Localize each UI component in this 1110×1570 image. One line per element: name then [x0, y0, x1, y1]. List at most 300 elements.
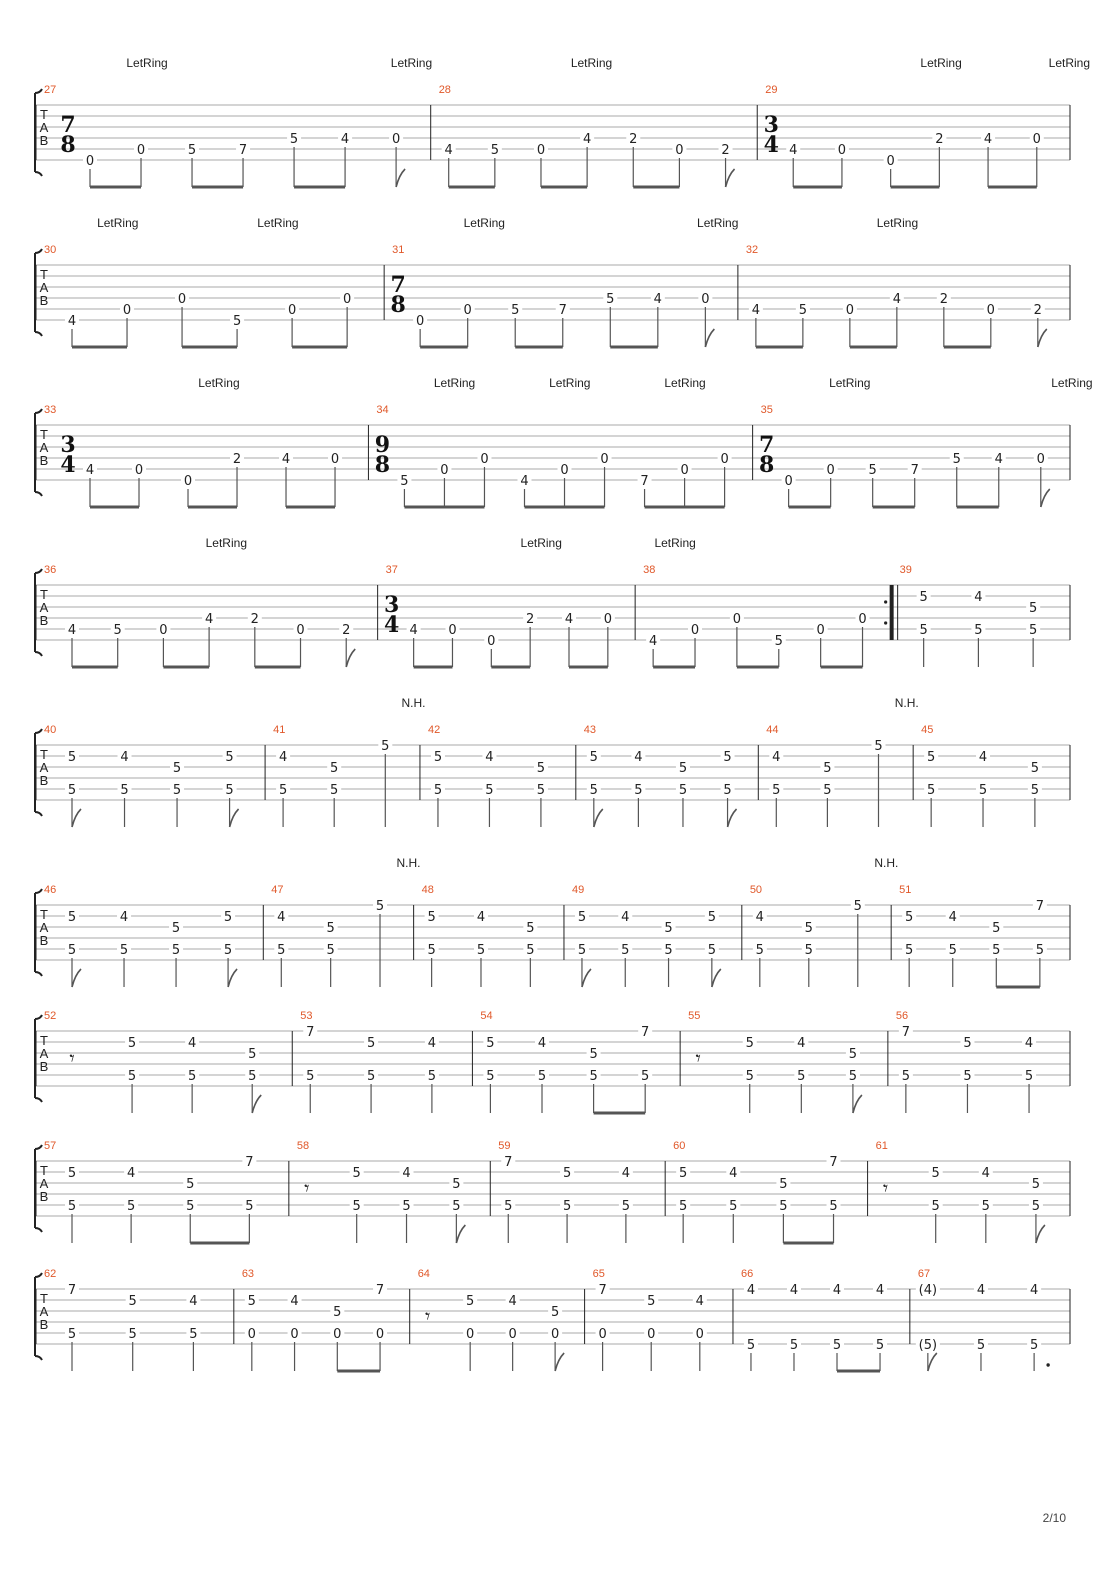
fret-number: 4 — [981, 1166, 990, 1181]
time-signature-top: 9 — [374, 432, 391, 458]
fret-number: 5 — [187, 143, 197, 158]
fret-number: 5 — [963, 1069, 972, 1084]
measure-number: 50 — [749, 884, 763, 896]
time-signature-top: 3 — [383, 592, 400, 618]
measure-number: 47 — [271, 884, 284, 896]
fret-number: 0 — [837, 143, 847, 158]
measure-number: 54 — [480, 1010, 493, 1022]
natural-harmonic-label: N.H. — [396, 856, 421, 870]
fret-number: 2 — [526, 612, 535, 627]
fret-number: 5 — [978, 783, 988, 798]
fret-number: 0 — [732, 612, 742, 627]
let-ring-label: LetRing — [520, 536, 562, 550]
eighth-flag — [346, 649, 355, 667]
eighth-flag — [72, 969, 81, 987]
fret-number: 0 — [333, 1327, 342, 1342]
fret-number: 2 — [629, 132, 638, 147]
measure-number: 67 — [917, 1268, 931, 1280]
eighth-flag — [928, 1353, 937, 1371]
fret-number: 5 — [550, 1305, 560, 1320]
measure-number: 59 — [498, 1140, 511, 1152]
fret-number: 5 — [375, 899, 385, 914]
eighth-flag — [252, 1095, 261, 1113]
fret-number: 5 — [634, 783, 643, 798]
fret-number: 5 — [679, 1199, 688, 1214]
fret-number: 5 — [772, 783, 781, 798]
tab-letter: B — [39, 933, 49, 948]
let-ring-label: LetRing — [390, 56, 433, 70]
eighth-flag — [853, 1095, 862, 1113]
fret-number: 5 — [641, 1069, 650, 1084]
tab-system — [35, 1268, 1070, 1371]
fret-number: 0 — [440, 463, 449, 478]
eighth-flag — [1038, 329, 1047, 347]
fret-number: 5 — [948, 943, 957, 958]
eighth-flag — [555, 1353, 564, 1371]
fret-number: 4 — [948, 910, 957, 925]
fret-number: 4 — [564, 612, 574, 627]
measure-number: 51 — [899, 884, 912, 896]
fret-number: 7 — [598, 1283, 607, 1298]
natural-harmonic-label: N.H. — [874, 856, 899, 870]
fret-number: 4 — [402, 1166, 411, 1181]
fret-number: 0 — [342, 292, 352, 307]
eighth-flag — [72, 809, 81, 827]
measure-number: 40 — [44, 724, 57, 736]
fret-number: 5 — [779, 1177, 788, 1192]
fret-number: 4 — [67, 623, 77, 638]
fret-number: 4 — [409, 623, 418, 638]
fret-number: 0 — [290, 1327, 299, 1342]
measure-number: 63 — [241, 1268, 255, 1280]
fret-number: 7 — [238, 143, 248, 158]
fret-number: 4 — [537, 1036, 547, 1051]
eighth-flag — [726, 169, 735, 187]
fret-number: 5 — [919, 590, 928, 605]
let-ring-label: LetRing — [126, 56, 168, 70]
fret-number: 5 — [128, 1327, 137, 1342]
fret-number: 5 — [927, 783, 936, 798]
fret-number: 0 — [375, 1327, 385, 1342]
fret-number: 0 — [826, 463, 835, 478]
fret-number: 5 — [223, 943, 233, 958]
fret-number: 4 — [126, 1166, 136, 1181]
let-ring-label: LetRing — [654, 536, 696, 550]
fret-number: 5 — [875, 1338, 885, 1353]
fret-number: 5 — [853, 899, 862, 914]
tab-letter: A — [39, 600, 49, 615]
fret-number: 4 — [755, 910, 764, 925]
tab-letter: B — [39, 453, 49, 468]
fret-number: 5 — [992, 943, 1001, 958]
fret-number: 4 — [485, 750, 494, 765]
repeat-dot — [884, 600, 887, 603]
fret-number: 5 — [779, 1199, 788, 1214]
tab-letter: T — [40, 747, 48, 762]
fret-number: 5 — [589, 1069, 598, 1084]
fret-number: 0 — [550, 1327, 560, 1342]
measure-number: 44 — [766, 724, 779, 736]
fret-number: 5 — [919, 623, 928, 638]
fret-number: 5 — [189, 1327, 198, 1342]
fret-number: 5 — [905, 943, 914, 958]
fret-number: 5 — [589, 1047, 598, 1062]
eighth-flag — [456, 1225, 465, 1243]
time-signature-top: 7 — [758, 432, 775, 458]
fret-number: 7 — [1035, 899, 1045, 914]
fret-number: 5 — [589, 750, 598, 765]
time-signature-bottom: 4 — [763, 132, 779, 158]
measure-number: 27 — [44, 84, 57, 96]
fret-number: 4 — [994, 452, 1003, 467]
fret-number: 0 — [858, 612, 867, 627]
fret-number: 5 — [187, 1069, 197, 1084]
fret-number: 5 — [981, 1199, 990, 1214]
fret-number: 2 — [232, 452, 242, 467]
fret-number: 5 — [326, 943, 335, 958]
fret-number: 0 — [480, 452, 489, 467]
fret-number: 5 — [745, 1036, 754, 1051]
fret-number: 5 — [647, 1294, 656, 1309]
eighth-rest: 𝄾 — [425, 1304, 431, 1328]
fret-number: 5 — [1031, 1177, 1041, 1192]
tab-letter: A — [39, 760, 49, 775]
fret-number: 0 — [247, 1327, 256, 1342]
time-signature-bottom: 4 — [60, 452, 76, 478]
fret-number: 5 — [832, 1338, 842, 1353]
fret-number: 5 — [707, 910, 716, 925]
fret-number: 0 — [416, 314, 425, 329]
measure-number: 31 — [392, 244, 405, 256]
fret-number: 5 — [992, 921, 1001, 936]
fret-number: 5 — [577, 943, 587, 958]
fret-number: 5 — [829, 1199, 838, 1214]
fret-number: 5 — [974, 623, 983, 638]
fret-number: 4 — [520, 474, 529, 489]
fret-number: 5 — [797, 1069, 806, 1084]
fret-number: 4 — [976, 1283, 986, 1298]
measure-number: 56 — [895, 1010, 909, 1022]
fret-number: 4 — [621, 910, 630, 925]
fret-number: 0 — [675, 143, 684, 158]
fret-number: 5 — [433, 783, 443, 798]
fret-number: 5 — [433, 750, 443, 765]
fret-number: 5 — [504, 1199, 513, 1214]
fret-number: 0 — [466, 1327, 475, 1342]
fret-number: 5 — [452, 1177, 461, 1192]
fret-number: 0 — [816, 623, 825, 638]
fret-number: 4 — [1024, 1036, 1034, 1051]
fret-number: 0 — [986, 303, 995, 318]
measure-number: 45 — [921, 724, 934, 736]
fret-number: 5 — [679, 1166, 688, 1181]
fret-number: 4 — [85, 463, 95, 478]
fret-number: 0 — [159, 623, 168, 638]
fret-number: 4 — [290, 1294, 299, 1309]
measure-number: 36 — [44, 564, 57, 576]
fret-number: 0 — [680, 463, 689, 478]
let-ring-label: LetRing — [570, 56, 613, 70]
measure-number: 57 — [44, 1140, 57, 1152]
fret-number: 5 — [172, 783, 182, 798]
fret-number: 4 — [476, 910, 486, 925]
measure-number: 55 — [688, 1010, 701, 1022]
fret-number: 5 — [289, 132, 299, 147]
tab-letter: B — [39, 773, 49, 788]
fret-number: 5 — [707, 943, 716, 958]
eighth-flag — [396, 169, 405, 187]
fret-number: 5 — [476, 943, 486, 958]
fret-number: 2 — [721, 143, 730, 158]
fret-number: 5 — [868, 463, 877, 478]
fret-number: 5 — [225, 750, 234, 765]
fret-number: 0 — [536, 143, 546, 158]
fret-number: 5 — [606, 292, 615, 307]
fret-number: 0 — [134, 463, 144, 478]
tab-system — [35, 1010, 1070, 1113]
fret-number: 0 — [695, 1327, 704, 1342]
fret-number: 5 — [1031, 1199, 1041, 1214]
fret-number: 4 — [444, 143, 453, 158]
tab-letter: B — [39, 1317, 49, 1332]
fret-number: 5 — [277, 943, 286, 958]
fret-number: 5 — [400, 474, 409, 489]
fret-number: 0 — [177, 292, 187, 307]
let-ring-label: LetRing — [463, 216, 505, 230]
fret-number: 0 — [603, 612, 612, 627]
fret-number: 5 — [1030, 761, 1040, 776]
fret-number: 4 — [789, 1283, 799, 1298]
eighth-flag — [1036, 1225, 1045, 1243]
fret-number: 5 — [225, 783, 234, 798]
fret-number: 5 — [381, 739, 390, 754]
tab-letter: A — [39, 120, 49, 135]
fret-number: 4 — [974, 590, 983, 605]
fret-number: 5 — [172, 761, 182, 776]
fret-number: 4 — [634, 750, 643, 765]
fret-number: 5 — [127, 1036, 137, 1051]
fret-number: 5 — [67, 910, 77, 925]
fret-number: 4 — [120, 750, 129, 765]
measure-number: 43 — [583, 724, 597, 736]
tab-letter: T — [40, 907, 48, 922]
fret-number: 5 — [490, 143, 499, 158]
fret-number: 5 — [127, 1069, 137, 1084]
fret-number: 5 — [486, 1069, 495, 1084]
repeat-dot — [884, 621, 887, 624]
fret-number: 5 — [537, 1069, 547, 1084]
fret-number: 5 — [621, 943, 630, 958]
measure-number: 58 — [296, 1140, 310, 1152]
fret-number: 0 — [1032, 132, 1041, 147]
fret-number: 5 — [366, 1069, 376, 1084]
fret-number: 0 — [463, 303, 472, 318]
fret-number: 5 — [678, 783, 688, 798]
measure-number: 35 — [760, 404, 773, 416]
fret-number: 7 — [829, 1155, 838, 1170]
fret-number: 5 — [562, 1166, 572, 1181]
fret-number: 5 — [723, 783, 732, 798]
fret-number: 5 — [245, 1199, 254, 1214]
fret-number: 5 — [577, 910, 587, 925]
fret-number: 5 — [427, 1069, 437, 1084]
natural-harmonic-label: N.H. — [401, 696, 426, 710]
measure-number: 53 — [300, 1010, 313, 1022]
fret-number: 4 — [582, 132, 592, 147]
tab-letter: T — [40, 267, 48, 282]
fret-number: 2 — [935, 132, 944, 147]
fret-number: 5 — [306, 1069, 315, 1084]
eighth-flag — [712, 969, 721, 987]
fret-number: 4 — [281, 452, 291, 467]
fret-number: 5 — [755, 943, 764, 958]
fret-number: 5 — [330, 761, 339, 776]
fret-number: 5 — [126, 1199, 136, 1214]
fret-number: 2 — [342, 623, 351, 638]
fret-number: 4 — [983, 132, 993, 147]
fret-number: 5 — [171, 943, 181, 958]
fret-number: 4 — [789, 143, 798, 158]
measure-number: 61 — [875, 1140, 888, 1152]
measure-number: 39 — [899, 564, 912, 576]
fret-number: 7 — [245, 1155, 254, 1170]
measure-number: 65 — [592, 1268, 605, 1280]
fret-number: 4 — [119, 910, 129, 925]
fret-number: 4 — [695, 1294, 704, 1309]
fret-number: 5 — [330, 783, 339, 798]
fret-number: 4 — [772, 750, 781, 765]
fret-number: 5 — [333, 1305, 342, 1320]
measure-number: 32 — [745, 244, 759, 256]
fret-number: (5) — [918, 1338, 938, 1353]
tab-letter: A — [39, 1304, 49, 1319]
fret-number: 5 — [248, 1069, 257, 1084]
fret-number: 5 — [511, 303, 520, 318]
fret-number: 5 — [67, 1199, 77, 1214]
tab-letter: T — [40, 1033, 48, 1048]
let-ring-label: LetRing — [1048, 56, 1091, 70]
measure-number: 29 — [765, 84, 778, 96]
measure-number: 64 — [417, 1268, 430, 1280]
fret-number: 0 — [487, 634, 496, 649]
time-signature-bottom: 8 — [390, 292, 406, 318]
fret-number: 2 — [250, 612, 259, 627]
fret-number: 5 — [664, 921, 673, 936]
fret-number: 5 — [326, 921, 335, 936]
fret-number: 4 — [653, 292, 662, 307]
fret-number: 5 — [366, 1036, 376, 1051]
fret-number: 5 — [589, 783, 598, 798]
fret-number: 5 — [562, 1199, 572, 1214]
let-ring-label: LetRing — [829, 376, 871, 390]
fret-number: 5 — [1029, 601, 1038, 616]
fret-number: 0 — [122, 303, 132, 318]
fret-number: 4 — [746, 1283, 756, 1298]
fret-number: 0 — [85, 154, 95, 169]
fret-number: 5 — [67, 943, 77, 958]
eighth-flag — [228, 969, 237, 987]
fret-number: 5 — [976, 1338, 986, 1353]
tab-system — [35, 856, 1070, 987]
fret-number: 0 — [598, 1327, 607, 1342]
fret-number: 5 — [848, 1069, 858, 1084]
eighth-flag — [594, 809, 603, 827]
fret-number: 7 — [901, 1025, 911, 1040]
fret-number: 5 — [67, 750, 77, 765]
let-ring-label: LetRing — [664, 376, 706, 390]
fret-number: 5 — [901, 1069, 911, 1084]
measure-number: 62 — [44, 1268, 57, 1280]
fret-number: 5 — [952, 452, 961, 467]
eighth-rest: 𝄾 — [882, 1176, 889, 1200]
fret-number: 4 — [892, 292, 901, 307]
fret-number: 5 — [485, 783, 494, 798]
fret-number: 4 — [508, 1294, 517, 1309]
measure-number: 28 — [438, 84, 451, 96]
measure-number: 60 — [673, 1140, 686, 1152]
eighth-flag — [728, 809, 737, 827]
eighth-flag — [230, 809, 239, 827]
fret-number: 5 — [186, 1177, 195, 1192]
tab-letter: A — [39, 280, 49, 295]
let-ring-label: LetRing — [697, 216, 739, 230]
fret-number: 5 — [874, 739, 883, 754]
time-signature-top: 7 — [60, 112, 76, 138]
fret-number: 5 — [963, 1036, 972, 1051]
fret-number: 4 — [832, 1283, 842, 1298]
tab-system — [35, 216, 1070, 347]
natural-harmonic-label: N.H. — [894, 696, 919, 710]
fret-number: 7 — [558, 303, 567, 318]
fret-number: 0 — [183, 474, 193, 489]
measure-number: 38 — [643, 564, 656, 576]
time-signature-top: 7 — [390, 272, 406, 298]
fret-number: 5 — [1030, 783, 1040, 798]
fret-number: 0 — [647, 1327, 656, 1342]
tab-letter: B — [39, 293, 49, 308]
fret-number: 4 — [1029, 1283, 1039, 1298]
fret-number: 5 — [804, 943, 813, 958]
time-signature-bottom: 8 — [60, 132, 76, 158]
fret-number: 4 — [204, 612, 214, 627]
fret-number: 5 — [823, 783, 832, 798]
fret-number: 0 — [720, 452, 729, 467]
fret-number: 5 — [120, 783, 129, 798]
fret-number: 4 — [649, 634, 658, 649]
tab-letter: T — [40, 1163, 48, 1178]
fret-number: 4 — [340, 132, 350, 147]
fret-number: 5 — [789, 1338, 799, 1353]
tab-system — [35, 56, 1090, 187]
time-signature-top: 3 — [763, 112, 779, 138]
measure-number: 48 — [421, 884, 434, 896]
fret-number: 5 — [352, 1166, 361, 1181]
fret-number: 0 — [886, 154, 895, 169]
fret-number: 5 — [1035, 943, 1045, 958]
fret-number: 4 — [751, 303, 761, 318]
fret-number: 5 — [427, 910, 436, 925]
measure-number: 41 — [273, 724, 286, 736]
tab-system — [35, 376, 1093, 507]
fret-number: 4 — [875, 1283, 885, 1298]
measure-number: 66 — [740, 1268, 754, 1280]
fret-number: 5 — [247, 1294, 256, 1309]
fret-number: 5 — [798, 303, 808, 318]
fret-number: 4 — [278, 750, 288, 765]
fret-number: 4 — [189, 1294, 198, 1309]
fret-number: 5 — [723, 750, 732, 765]
tab-letter: B — [39, 1059, 49, 1074]
